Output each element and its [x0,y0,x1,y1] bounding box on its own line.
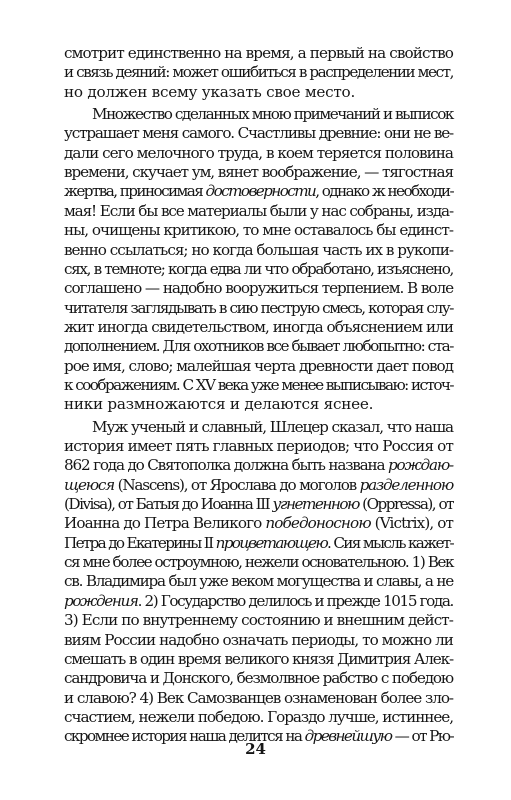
italic-text: разделенною [359,475,453,494]
text-run: дали сего мелочного труда, в коем теряется половина [64,143,453,162]
page-number: 24 [245,740,266,758]
italic-text: древнейшую [304,727,392,746]
text-run: ны, очищены критикою, то мне оставалось бы единст- [64,221,453,240]
text-line [64,81,453,103]
text-run: ся мне более остроумною, нежели основательною. 1) Век [64,553,453,572]
text-run: . Сия мысль кажет- [327,533,453,552]
text-run: и связь деяний: может ошибиться в распределении мест, [64,63,453,82]
text-run: дополнением. Для охотников все бывает любопытно: ста- [64,337,453,356]
italic-text: рождаю- [387,456,453,475]
text-run: соглашено — надобно вооружиться терпением. В воле [64,279,453,298]
text-run: Иоанна до Петра Великого [64,514,266,533]
text-run: (Nascens), от Ярослава до моголов [114,475,360,494]
text-run: смотрит единственно на время, а первый на свойство [64,44,453,62]
text-run: Петра до Екатерины II [64,533,216,552]
text-run: — от Рю- [391,727,453,746]
italic-text: победоносною [265,514,371,533]
text-run: мая! Если бы все материалы были у нас собраны, изда- [64,201,453,220]
text-run: жит иногда свидетельством, иногда объяснением или [64,317,453,336]
italic-text: рождения [64,591,138,610]
text-run: к соображениям. С XV века уже менее выписываю: источ- [64,375,453,394]
text-run: (Victrix), от [370,514,453,533]
text-run: венно ссылаться; но когда большая часть их в рукопи- [64,240,453,259]
text-run: читателя заглядывать в сию пеструю смесь, которая слу- [64,298,453,317]
text-run: Множество сделанных мною примечаний и выписок [92,105,453,124]
italic-text: угнетенною [272,495,359,514]
text-run: , однако ж необходи- [315,182,454,201]
text-run: и славою? 4) Век Самозванцев ознаменован более зло- [64,688,453,707]
text-run: смешать в один время великого князя Димитрия Алек- [64,649,453,668]
text-run: скромнее история наша делится на [64,727,305,746]
text-run: ники размножаются и делаются яснее. [64,395,374,414]
italic-text: процветающею [215,533,328,552]
text-run: история имеет пять главных периодов; что Россия от [64,437,453,455]
text-run: сях, в темноте; когда едва ли что обработано, изъяснено, [64,259,453,278]
text-run: (Oppressa), от [358,495,453,514]
text-run: устрашает меня самого. Счастливы древние: они не ве- [64,124,453,143]
text-run: рое имя, слово; малейшая черта древности дает повод [64,356,453,375]
italic-text: достоверности [205,182,316,201]
text-run: виям России надобно означать периоды, то можно ли [64,630,453,649]
text-run: св. Владимира был уже веком могущества и славы, а не [64,572,453,591]
text-line [64,393,453,415]
italic-text: щеюся [64,475,115,494]
text-run: (Divisa), от Батыя до Иоанна III [64,495,273,514]
text-run: Муж ученый и славный, Шлецер сказал, что наша [92,417,453,436]
text-run: . 2) Государство делилось и прежде 1015 года. [137,591,453,610]
text-run: 3) Если по внутреннему состоянию и внешним дейст- [64,611,453,630]
text-run: счастием, нежели победою. Гораздо лучше, истиннее, [64,707,453,726]
text-run: времени, скучает ум, вянет воображение, — тягостная [64,163,453,182]
text-run: но должен всему указать свое место. [64,82,356,101]
text-run: жертва, приносимая [64,182,206,201]
text-run: сандровича и Донского, безмолвное рабство с победою [64,669,453,688]
text-run: 862 года до Святополка должна быть названа [64,456,388,475]
